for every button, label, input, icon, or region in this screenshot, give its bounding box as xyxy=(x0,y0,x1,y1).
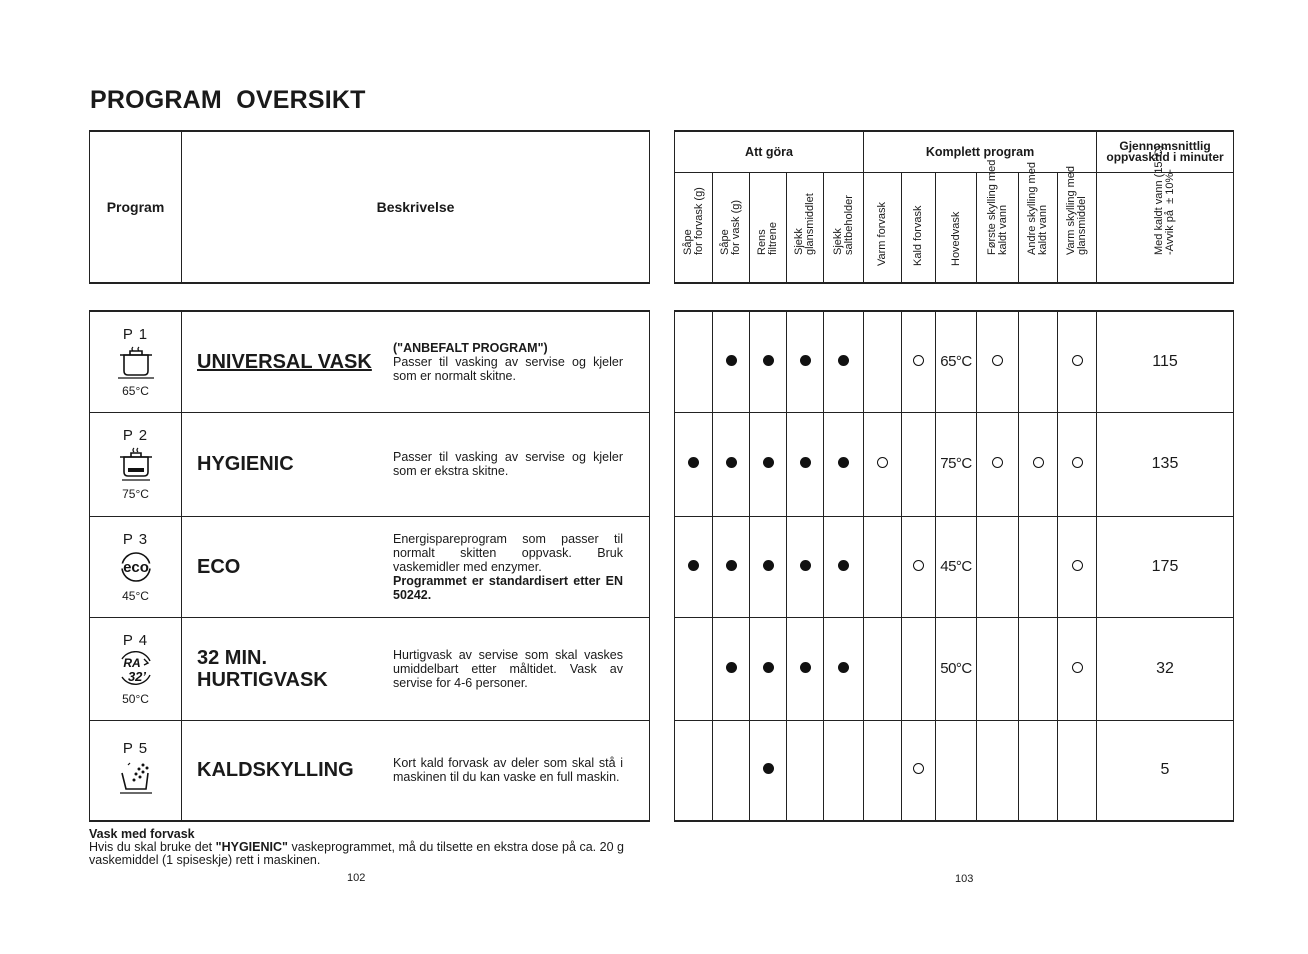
filled-dot-icon xyxy=(726,662,737,673)
mark-cell xyxy=(936,720,977,821)
mark-cell xyxy=(864,412,902,516)
program-temp: 50°C xyxy=(122,691,149,706)
filled-dot-icon xyxy=(838,457,849,468)
program-time: 135 xyxy=(1097,412,1234,516)
header-column-label: Sjekk glansmiddlet xyxy=(793,193,816,255)
header-column-3 xyxy=(750,172,787,283)
mark-cell xyxy=(902,412,936,516)
mark-cell xyxy=(977,720,1019,821)
program-code: P 3 xyxy=(122,530,149,548)
mark-cell xyxy=(750,720,787,821)
program-code: P 4 xyxy=(122,631,149,649)
mark-cell xyxy=(977,311,1019,412)
program-description-cell xyxy=(182,617,650,720)
mark-cell xyxy=(713,311,750,412)
header-program: Program xyxy=(90,131,182,283)
mark-cell xyxy=(824,720,864,821)
mark-cell xyxy=(787,412,824,516)
header-column-10 xyxy=(1019,162,1058,283)
empty-circle-icon xyxy=(1033,457,1044,468)
note-title: Vask med forvask xyxy=(89,827,195,841)
header-column-label: Andre skylling med kaldt vann xyxy=(1026,162,1050,255)
mark-cell xyxy=(1019,720,1058,821)
mark-cell xyxy=(1058,617,1097,720)
program-description xyxy=(393,450,623,478)
filled-dot-icon xyxy=(726,457,737,468)
mark-cell xyxy=(824,311,864,412)
mark-cell xyxy=(787,311,824,412)
eco-icon xyxy=(90,550,181,587)
filled-dot-icon xyxy=(763,560,774,571)
mark-cell xyxy=(1019,412,1058,516)
mark-cell xyxy=(936,311,977,412)
filled-dot-icon xyxy=(800,662,811,673)
program-description-cell xyxy=(182,516,650,617)
svg-text:32’: 32’ xyxy=(127,668,146,684)
mark-cell xyxy=(977,412,1019,516)
program-desc: Passer til vasking av servise og kjeler som er ekstra skitne. xyxy=(393,450,623,478)
program-symbol-cell xyxy=(90,617,182,720)
program-row xyxy=(90,412,650,516)
program-code: P 1 xyxy=(122,325,149,343)
program-marks-row xyxy=(675,311,1234,412)
program-time: 115 xyxy=(1097,311,1234,412)
program-name: KALDSKYLLING xyxy=(197,759,354,782)
filled-dot-icon xyxy=(838,662,849,673)
mark-cell xyxy=(750,516,787,617)
program-description-cell xyxy=(182,311,650,412)
program-table xyxy=(89,310,650,822)
filled-dot-icon xyxy=(726,355,737,366)
program-marks-row xyxy=(675,720,1234,821)
program-symbol-cell xyxy=(90,720,182,821)
prewash-note xyxy=(89,828,624,867)
mark-cell xyxy=(1019,516,1058,617)
wash-temperature: 75°C xyxy=(940,455,972,472)
mark-cell xyxy=(675,516,713,617)
program-temp: 65°C xyxy=(122,383,149,398)
mark-cell xyxy=(713,412,750,516)
program-desc: Kort kald forvask av deler som skal stå i maskinen til du kan vaske en full maskin. xyxy=(393,756,623,785)
mark-cell xyxy=(675,412,713,516)
mark-cell xyxy=(1019,617,1058,720)
note-text-after: vaskeprogrammet, må du tilsette en ekstra dose på ca. 20 g vaskemiddel (1 spiseskje) rett i maskinen. xyxy=(89,840,625,867)
program-code: P 2 xyxy=(122,427,149,444)
mark-cell xyxy=(787,516,824,617)
pot-icon xyxy=(90,345,181,382)
empty-circle-icon xyxy=(877,457,888,468)
empty-circle-icon xyxy=(913,355,924,366)
empty-circle-icon xyxy=(1072,457,1083,468)
mark-cell xyxy=(750,311,787,412)
header-column-8 xyxy=(936,172,977,283)
header-column-label: Første skylling med kaldt vann xyxy=(985,159,1009,255)
program-desc: Energispareprogram som passer til normalt skitten oppvask. Bruk vaskemidler med enzymer. xyxy=(393,531,623,574)
header-column-label: Sjekk saltbeholder xyxy=(831,195,855,255)
filled-dot-icon xyxy=(726,560,737,571)
header-column-1 xyxy=(675,172,713,283)
header-column-9 xyxy=(977,159,1019,283)
mark-cell xyxy=(864,720,902,821)
rapid-32-icon xyxy=(90,651,181,690)
mark-cell xyxy=(902,516,936,617)
header-column-5 xyxy=(824,172,864,283)
header-column-6 xyxy=(864,172,902,283)
program-desc: Hurtigvask av servise som skal vaskes umiddelbart etter måltidet. Vask av servise for 4-6 personer. xyxy=(393,647,623,690)
program-description-cell xyxy=(182,412,650,516)
program-description xyxy=(393,648,623,690)
mark-cell xyxy=(787,617,824,720)
filled-dot-icon xyxy=(800,457,811,468)
mark-cell xyxy=(1058,311,1097,412)
mark-cell xyxy=(1058,412,1097,516)
program-description-cell xyxy=(182,720,650,821)
mark-cell xyxy=(675,617,713,720)
header-column-label: Hovedvask xyxy=(949,211,962,266)
mark-cell xyxy=(1058,720,1097,821)
mark-cell xyxy=(936,412,977,516)
program-time: 5 xyxy=(1097,720,1234,821)
mark-cell xyxy=(750,412,787,516)
filled-dot-icon xyxy=(800,355,811,366)
group-todo: Att göra xyxy=(675,131,864,172)
filled-dot-icon xyxy=(763,763,774,774)
wash-temperature: 65°C xyxy=(940,352,972,370)
program-description xyxy=(393,532,623,602)
mark-cell xyxy=(675,720,713,821)
header-column-label: Kald forvask xyxy=(912,205,925,266)
program-row xyxy=(90,516,650,617)
program-name: HYGIENIC xyxy=(197,453,294,475)
program-row xyxy=(90,311,650,412)
group-complete: Komplett program xyxy=(864,131,1097,172)
program-description xyxy=(393,341,623,383)
program-desc-bold: ("ANBEFALT PROGRAM") xyxy=(393,340,548,355)
page-number-left: 102 xyxy=(347,872,366,884)
mark-cell xyxy=(713,720,750,821)
mark-cell xyxy=(864,516,902,617)
mark-cell xyxy=(977,617,1019,720)
group-time: Gjennomsnittlig oppvasktid i minuter xyxy=(1097,131,1234,172)
header-column-label: Varm forvask xyxy=(876,202,889,266)
filled-dot-icon xyxy=(688,457,699,468)
header-column-label: Såpe for forvask (g) xyxy=(681,187,705,255)
svg-text:RA: RA xyxy=(122,655,141,670)
header-column-7 xyxy=(902,172,936,283)
program-row xyxy=(90,617,650,720)
header-column-2 xyxy=(713,172,750,283)
mark-cell xyxy=(787,720,824,821)
header-column-label: Med kaldt vann (15°C) -Avvik på ± 10%- xyxy=(1153,145,1177,255)
program-row xyxy=(90,720,650,821)
mark-cell xyxy=(750,617,787,720)
pot-heat-icon xyxy=(90,446,181,485)
filled-dot-icon xyxy=(800,560,811,571)
filled-dot-icon xyxy=(763,662,774,673)
program-time: 32 xyxy=(1097,617,1234,720)
mark-cell xyxy=(902,617,936,720)
program-marks-row xyxy=(675,412,1234,516)
program-symbol-cell xyxy=(90,516,182,617)
page-title: PROGRAM OVERSIKT xyxy=(90,86,366,114)
header-column-label: Såpe for vask (g) xyxy=(719,199,742,255)
mark-cell xyxy=(936,617,977,720)
header-description: Beskrivelse xyxy=(182,131,650,283)
mark-cell xyxy=(1058,516,1097,617)
empty-circle-icon xyxy=(913,560,924,571)
program-description xyxy=(393,756,623,784)
mark-cell xyxy=(977,516,1019,617)
program-symbol-cell xyxy=(90,412,182,516)
note-text-bold: "HYGIENIC" xyxy=(215,840,288,854)
empty-circle-icon xyxy=(992,355,1003,366)
right-header-table xyxy=(674,130,1234,284)
header-column-4 xyxy=(787,172,824,283)
cold-rinse-icon xyxy=(90,759,181,798)
program-time: 175 xyxy=(1097,516,1234,617)
mark-cell xyxy=(824,617,864,720)
empty-circle-icon xyxy=(1072,355,1083,366)
mark-cell xyxy=(824,516,864,617)
empty-circle-icon xyxy=(1072,662,1083,673)
header-column-label: Rens filtrene xyxy=(756,221,779,255)
program-marks-row xyxy=(675,617,1234,720)
program-name: 32 MIN. HURTIGVASK xyxy=(197,646,328,691)
program-temp: 45°C xyxy=(122,588,149,603)
program-temp: 75°C xyxy=(122,487,149,501)
empty-circle-icon xyxy=(913,763,924,774)
mark-cell xyxy=(864,617,902,720)
mark-cell xyxy=(936,516,977,617)
header-column-11 xyxy=(1058,165,1097,283)
filled-dot-icon xyxy=(763,457,774,468)
svg-text:eco: eco xyxy=(122,558,149,576)
mark-cell xyxy=(713,516,750,617)
mark-cell xyxy=(824,412,864,516)
mark-cell xyxy=(864,311,902,412)
program-name: UNIVERSAL VASK xyxy=(197,350,372,373)
program-desc-bold: Programmet er standardisert etter EN 50242. xyxy=(393,573,623,602)
program-name: ECO xyxy=(197,555,241,578)
program-code: P 5 xyxy=(122,740,149,758)
left-header-table xyxy=(89,130,650,284)
page-number-right: 103 xyxy=(955,873,974,885)
filled-dot-icon xyxy=(688,560,699,571)
program-marks-table xyxy=(674,310,1234,822)
mark-cell xyxy=(675,311,713,412)
mark-cell xyxy=(713,617,750,720)
program-desc: Passer til vasking av servise og kjeler som er normalt skitne. xyxy=(393,354,623,383)
empty-circle-icon xyxy=(1072,560,1083,571)
filled-dot-icon xyxy=(763,355,774,366)
program-symbol-cell xyxy=(90,311,182,412)
note-text-before: Hvis du skal bruke det xyxy=(89,840,216,854)
filled-dot-icon xyxy=(838,560,849,571)
wash-temperature: 45°C xyxy=(940,557,972,575)
empty-circle-icon xyxy=(992,457,1003,468)
header-column-label: Varm skylling med glansmiddel xyxy=(1065,165,1089,255)
wash-temperature: 50°C xyxy=(940,659,972,677)
mark-cell xyxy=(902,311,936,412)
mark-cell xyxy=(1019,311,1058,412)
program-marks-row xyxy=(675,516,1234,617)
mark-cell xyxy=(902,720,936,821)
filled-dot-icon xyxy=(838,355,849,366)
